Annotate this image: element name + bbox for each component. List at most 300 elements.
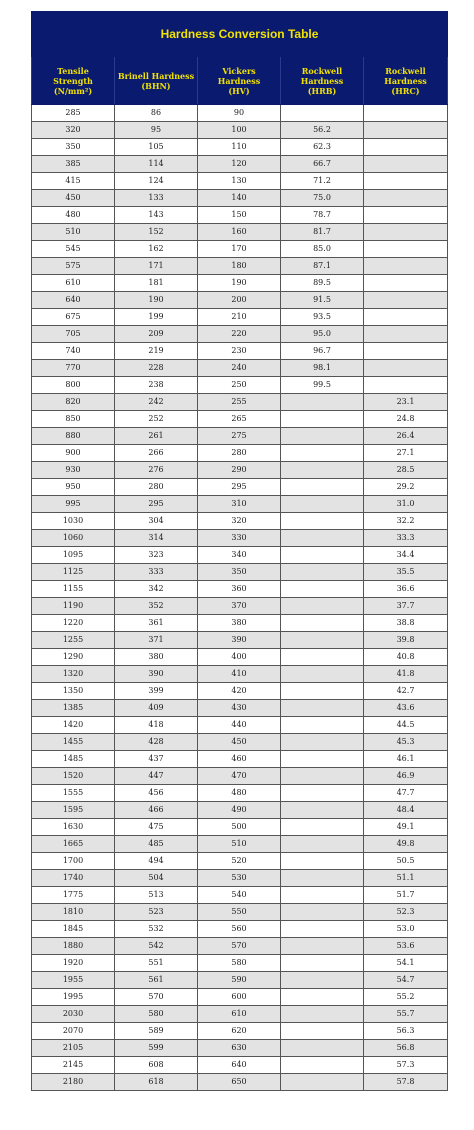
cell-vickers-hardness: 275	[198, 428, 281, 445]
cell-rockwell-hrb	[281, 802, 364, 819]
cell-tensile-strength: 1420	[32, 717, 115, 734]
cell-rockwell-hrc: 23.1	[364, 394, 448, 411]
cell-vickers-hardness: 170	[198, 241, 281, 258]
cell-rockwell-hrb: 96.7	[281, 343, 364, 360]
cell-rockwell-hrb	[281, 462, 364, 479]
cell-vickers-hardness: 600	[198, 989, 281, 1006]
cell-tensile-strength: 900	[32, 445, 115, 462]
cell-brinell-hardness: 618	[115, 1074, 198, 1091]
table-row	[32, 870, 448, 887]
cell-vickers-hardness: 255	[198, 394, 281, 411]
cell-brinell-hardness: 242	[115, 394, 198, 411]
table-row	[32, 921, 448, 938]
cell-tensile-strength: 1995	[32, 989, 115, 1006]
cell-vickers-hardness: 580	[198, 955, 281, 972]
cell-rockwell-hrc: 31.0	[364, 496, 448, 513]
cell-tensile-strength: 850	[32, 411, 115, 428]
cell-vickers-hardness: 460	[198, 751, 281, 768]
cell-rockwell-hrb	[281, 632, 364, 649]
cell-brinell-hardness: 190	[115, 292, 198, 309]
cell-brinell-hardness: 542	[115, 938, 198, 955]
cell-tensile-strength: 1775	[32, 887, 115, 904]
cell-tensile-strength: 1555	[32, 785, 115, 802]
cell-tensile-strength: 575	[32, 258, 115, 275]
table-row	[32, 139, 448, 156]
cell-rockwell-hrb: 56.2	[281, 122, 364, 139]
cell-brinell-hardness: 418	[115, 717, 198, 734]
table-row	[32, 853, 448, 870]
cell-rockwell-hrb	[281, 955, 364, 972]
cell-rockwell-hrc	[364, 258, 448, 275]
cell-tensile-strength: 480	[32, 207, 115, 224]
cell-rockwell-hrc: 37.7	[364, 598, 448, 615]
table-row	[32, 496, 448, 513]
cell-rockwell-hrb	[281, 989, 364, 1006]
table-row	[32, 615, 448, 632]
table-row	[32, 105, 448, 122]
table-row	[32, 445, 448, 462]
cell-vickers-hardness: 550	[198, 904, 281, 921]
column-header-vickers-hardness	[198, 57, 281, 105]
column-header-line: (BHN)	[141, 80, 171, 91]
cell-rockwell-hrb: 95.0	[281, 326, 364, 343]
cell-rockwell-hrc: 56.3	[364, 1023, 448, 1040]
cell-rockwell-hrc: 46.9	[364, 768, 448, 785]
cell-tensile-strength: 1190	[32, 598, 115, 615]
cell-vickers-hardness: 140	[198, 190, 281, 207]
cell-tensile-strength: 2145	[32, 1057, 115, 1074]
cell-tensile-strength: 1155	[32, 581, 115, 598]
table-row	[32, 258, 448, 275]
table-row	[32, 326, 448, 343]
cell-tensile-strength: 1320	[32, 666, 115, 683]
column-header-line: (HRB)	[307, 85, 337, 96]
cell-rockwell-hrc	[364, 275, 448, 292]
table-row	[32, 530, 448, 547]
cell-rockwell-hrc	[364, 360, 448, 377]
cell-tensile-strength: 2070	[32, 1023, 115, 1040]
cell-vickers-hardness: 330	[198, 530, 281, 547]
table-row	[32, 632, 448, 649]
table-row	[32, 717, 448, 734]
cell-rockwell-hrb: 99.5	[281, 377, 364, 394]
cell-rockwell-hrb	[281, 921, 364, 938]
column-header-rockwell-hrc	[364, 57, 448, 105]
cell-tensile-strength: 1030	[32, 513, 115, 530]
cell-rockwell-hrb	[281, 581, 364, 598]
cell-vickers-hardness: 620	[198, 1023, 281, 1040]
hardness-conversion-table	[31, 11, 448, 1091]
cell-tensile-strength: 1455	[32, 734, 115, 751]
cell-brinell-hardness: 162	[115, 241, 198, 258]
cell-brinell-hardness: 447	[115, 768, 198, 785]
cell-brinell-hardness: 361	[115, 615, 198, 632]
cell-rockwell-hrc	[364, 326, 448, 343]
cell-vickers-hardness: 530	[198, 870, 281, 887]
table-title: Hardness Conversion Table	[32, 12, 448, 57]
cell-rockwell-hrc: 43.6	[364, 700, 448, 717]
cell-rockwell-hrc: 46.1	[364, 751, 448, 768]
column-header-line: Vickers Hardness	[217, 65, 261, 86]
column-header-line: (HRC)	[391, 85, 420, 96]
cell-vickers-hardness: 295	[198, 479, 281, 496]
cell-rockwell-hrb	[281, 1006, 364, 1023]
cell-brinell-hardness: 219	[115, 343, 198, 360]
cell-vickers-hardness: 650	[198, 1074, 281, 1091]
cell-rockwell-hrb	[281, 105, 364, 122]
cell-vickers-hardness: 180	[198, 258, 281, 275]
table-row	[32, 887, 448, 904]
cell-brinell-hardness: 209	[115, 326, 198, 343]
cell-rockwell-hrb: 66.7	[281, 156, 364, 173]
cell-rockwell-hrc: 35.5	[364, 564, 448, 581]
cell-brinell-hardness: 437	[115, 751, 198, 768]
table-row	[32, 819, 448, 836]
column-header-line: Strength	[53, 75, 93, 86]
cell-vickers-hardness: 570	[198, 938, 281, 955]
cell-rockwell-hrc: 28.5	[364, 462, 448, 479]
cell-tensile-strength: 1220	[32, 615, 115, 632]
cell-brinell-hardness: 589	[115, 1023, 198, 1040]
cell-brinell-hardness: 475	[115, 819, 198, 836]
cell-vickers-hardness: 560	[198, 921, 281, 938]
cell-rockwell-hrb: 93.5	[281, 309, 364, 326]
cell-brinell-hardness: 333	[115, 564, 198, 581]
cell-vickers-hardness: 160	[198, 224, 281, 241]
cell-rockwell-hrc: 41.8	[364, 666, 448, 683]
cell-rockwell-hrc: 55.7	[364, 1006, 448, 1023]
cell-rockwell-hrc	[364, 377, 448, 394]
cell-tensile-strength: 545	[32, 241, 115, 258]
cell-vickers-hardness: 130	[198, 173, 281, 190]
cell-rockwell-hrc: 48.4	[364, 802, 448, 819]
cell-brinell-hardness: 238	[115, 377, 198, 394]
cell-tensile-strength: 820	[32, 394, 115, 411]
cell-rockwell-hrc: 47.7	[364, 785, 448, 802]
cell-vickers-hardness: 610	[198, 1006, 281, 1023]
cell-vickers-hardness: 380	[198, 615, 281, 632]
cell-tensile-strength: 320	[32, 122, 115, 139]
cell-tensile-strength: 1255	[32, 632, 115, 649]
cell-tensile-strength: 880	[32, 428, 115, 445]
cell-brinell-hardness: 523	[115, 904, 198, 921]
table-row	[32, 836, 448, 853]
cell-tensile-strength: 740	[32, 343, 115, 360]
cell-brinell-hardness: 494	[115, 853, 198, 870]
cell-brinell-hardness: 466	[115, 802, 198, 819]
table-row	[32, 156, 448, 173]
cell-rockwell-hrb	[281, 513, 364, 530]
cell-rockwell-hrb	[281, 785, 364, 802]
cell-brinell-hardness: 371	[115, 632, 198, 649]
cell-brinell-hardness: 252	[115, 411, 198, 428]
cell-rockwell-hrc	[364, 207, 448, 224]
table-row	[32, 241, 448, 258]
cell-rockwell-hrb	[281, 547, 364, 564]
cell-tensile-strength: 1810	[32, 904, 115, 921]
cell-rockwell-hrb	[281, 394, 364, 411]
cell-brinell-hardness: 551	[115, 955, 198, 972]
cell-tensile-strength: 2030	[32, 1006, 115, 1023]
cell-rockwell-hrb: 71.2	[281, 173, 364, 190]
cell-rockwell-hrb	[281, 428, 364, 445]
cell-vickers-hardness: 390	[198, 632, 281, 649]
table-row	[32, 666, 448, 683]
cell-rockwell-hrc	[364, 156, 448, 173]
cell-tensile-strength: 995	[32, 496, 115, 513]
table-row	[32, 411, 448, 428]
cell-tensile-strength: 385	[32, 156, 115, 173]
cell-rockwell-hrc: 49.1	[364, 819, 448, 836]
cell-rockwell-hrb: 78.7	[281, 207, 364, 224]
cell-brinell-hardness: 133	[115, 190, 198, 207]
cell-rockwell-hrc: 52.3	[364, 904, 448, 921]
cell-brinell-hardness: 352	[115, 598, 198, 615]
cell-rockwell-hrc: 55.2	[364, 989, 448, 1006]
table-row	[32, 734, 448, 751]
cell-brinell-hardness: 143	[115, 207, 198, 224]
cell-rockwell-hrb	[281, 666, 364, 683]
cell-brinell-hardness: 599	[115, 1040, 198, 1057]
cell-vickers-hardness: 210	[198, 309, 281, 326]
table-row	[32, 785, 448, 802]
cell-vickers-hardness: 240	[198, 360, 281, 377]
cell-rockwell-hrb	[281, 836, 364, 853]
cell-vickers-hardness: 230	[198, 343, 281, 360]
cell-brinell-hardness: 342	[115, 581, 198, 598]
cell-tensile-strength: 1880	[32, 938, 115, 955]
cell-vickers-hardness: 370	[198, 598, 281, 615]
table-row	[32, 377, 448, 394]
column-header-line: Rockwell Hardness	[384, 65, 427, 86]
table-row	[32, 360, 448, 377]
cell-vickers-hardness: 190	[198, 275, 281, 292]
cell-vickers-hardness: 310	[198, 496, 281, 513]
cell-rockwell-hrc: 44.5	[364, 717, 448, 734]
cell-brinell-hardness: 105	[115, 139, 198, 156]
cell-rockwell-hrc: 54.1	[364, 955, 448, 972]
table-row	[32, 802, 448, 819]
cell-rockwell-hrb: 91.5	[281, 292, 364, 309]
cell-vickers-hardness: 250	[198, 377, 281, 394]
cell-vickers-hardness: 500	[198, 819, 281, 836]
cell-tensile-strength: 930	[32, 462, 115, 479]
cell-brinell-hardness: 314	[115, 530, 198, 547]
cell-tensile-strength: 1350	[32, 683, 115, 700]
cell-rockwell-hrc: 27.1	[364, 445, 448, 462]
cell-rockwell-hrc: 49.8	[364, 836, 448, 853]
cell-tensile-strength: 610	[32, 275, 115, 292]
cell-rockwell-hrb	[281, 615, 364, 632]
cell-vickers-hardness: 640	[198, 1057, 281, 1074]
cell-vickers-hardness: 90	[198, 105, 281, 122]
column-header-rockwell-hrb	[281, 57, 364, 105]
table-row	[32, 292, 448, 309]
cell-rockwell-hrc: 34.4	[364, 547, 448, 564]
cell-tensile-strength: 1920	[32, 955, 115, 972]
cell-brinell-hardness: 276	[115, 462, 198, 479]
cell-rockwell-hrc: 53.0	[364, 921, 448, 938]
cell-tensile-strength: 415	[32, 173, 115, 190]
cell-brinell-hardness: 86	[115, 105, 198, 122]
table-row	[32, 1006, 448, 1023]
cell-tensile-strength: 1665	[32, 836, 115, 853]
cell-rockwell-hrb	[281, 598, 364, 615]
cell-brinell-hardness: 266	[115, 445, 198, 462]
cell-tensile-strength: 705	[32, 326, 115, 343]
cell-rockwell-hrc: 57.3	[364, 1057, 448, 1074]
column-header-line: Tensile	[57, 65, 89, 76]
table-row	[32, 683, 448, 700]
cell-tensile-strength: 675	[32, 309, 115, 326]
table-row	[32, 649, 448, 666]
cell-tensile-strength: 1385	[32, 700, 115, 717]
cell-vickers-hardness: 410	[198, 666, 281, 683]
cell-rockwell-hrb	[281, 1040, 364, 1057]
cell-vickers-hardness: 400	[198, 649, 281, 666]
table-row	[32, 394, 448, 411]
cell-tensile-strength: 1520	[32, 768, 115, 785]
cell-rockwell-hrc: 38.8	[364, 615, 448, 632]
table-row	[32, 564, 448, 581]
cell-vickers-hardness: 280	[198, 445, 281, 462]
cell-rockwell-hrc: 36.6	[364, 581, 448, 598]
cell-vickers-hardness: 630	[198, 1040, 281, 1057]
cell-vickers-hardness: 220	[198, 326, 281, 343]
cell-rockwell-hrb: 85.0	[281, 241, 364, 258]
cell-tensile-strength: 1700	[32, 853, 115, 870]
cell-rockwell-hrb	[281, 734, 364, 751]
cell-vickers-hardness: 100	[198, 122, 281, 139]
cell-brinell-hardness: 171	[115, 258, 198, 275]
cell-rockwell-hrb	[281, 411, 364, 428]
cell-rockwell-hrb	[281, 1023, 364, 1040]
cell-vickers-hardness: 490	[198, 802, 281, 819]
cell-rockwell-hrb	[281, 1074, 364, 1091]
cell-rockwell-hrb	[281, 496, 364, 513]
column-header-line: Rockwell	[301, 65, 343, 76]
column-header-tensile-strength	[32, 57, 115, 105]
table-row	[32, 275, 448, 292]
cell-rockwell-hrb	[281, 819, 364, 836]
cell-vickers-hardness: 360	[198, 581, 281, 598]
cell-brinell-hardness: 228	[115, 360, 198, 377]
cell-rockwell-hrb	[281, 717, 364, 734]
cell-rockwell-hrb: 98.1	[281, 360, 364, 377]
cell-rockwell-hrc	[364, 190, 448, 207]
table-row	[32, 1040, 448, 1057]
table-row	[32, 581, 448, 598]
cell-tensile-strength: 285	[32, 105, 115, 122]
column-header-line: (HV)	[228, 85, 250, 96]
cell-rockwell-hrb	[281, 768, 364, 785]
cell-rockwell-hrb	[281, 904, 364, 921]
cell-rockwell-hrc: 33.3	[364, 530, 448, 547]
cell-rockwell-hrc	[364, 173, 448, 190]
cell-vickers-hardness: 150	[198, 207, 281, 224]
cell-vickers-hardness: 520	[198, 853, 281, 870]
cell-rockwell-hrb: 75.0	[281, 190, 364, 207]
cell-rockwell-hrb	[281, 479, 364, 496]
cell-rockwell-hrb	[281, 751, 364, 768]
cell-rockwell-hrc: 51.1	[364, 870, 448, 887]
cell-vickers-hardness: 420	[198, 683, 281, 700]
cell-rockwell-hrb: 87.1	[281, 258, 364, 275]
cell-brinell-hardness: 513	[115, 887, 198, 904]
cell-tensile-strength: 1095	[32, 547, 115, 564]
cell-rockwell-hrb	[281, 649, 364, 666]
cell-brinell-hardness: 295	[115, 496, 198, 513]
table-row	[32, 462, 448, 479]
table-row	[32, 1023, 448, 1040]
cell-rockwell-hrc	[364, 105, 448, 122]
cell-brinell-hardness: 323	[115, 547, 198, 564]
cell-tensile-strength: 2180	[32, 1074, 115, 1091]
cell-brinell-hardness: 304	[115, 513, 198, 530]
cell-rockwell-hrc: 26.4	[364, 428, 448, 445]
table-row	[32, 938, 448, 955]
cell-brinell-hardness: 124	[115, 173, 198, 190]
cell-tensile-strength: 640	[32, 292, 115, 309]
cell-rockwell-hrc: 40.8	[364, 649, 448, 666]
table-row	[32, 428, 448, 445]
table-row	[32, 700, 448, 717]
cell-rockwell-hrc	[364, 122, 448, 139]
cell-brinell-hardness: 399	[115, 683, 198, 700]
title-row	[32, 12, 448, 57]
cell-brinell-hardness: 181	[115, 275, 198, 292]
cell-brinell-hardness: 114	[115, 156, 198, 173]
table-row	[32, 173, 448, 190]
cell-rockwell-hrb	[281, 853, 364, 870]
cell-tensile-strength: 1125	[32, 564, 115, 581]
cell-tensile-strength: 1630	[32, 819, 115, 836]
cell-rockwell-hrb	[281, 700, 364, 717]
cell-rockwell-hrb: 81.7	[281, 224, 364, 241]
cell-rockwell-hrb	[281, 972, 364, 989]
cell-brinell-hardness: 409	[115, 700, 198, 717]
table-row	[32, 989, 448, 1006]
table-row	[32, 513, 448, 530]
cell-brinell-hardness: 561	[115, 972, 198, 989]
cell-rockwell-hrc	[364, 343, 448, 360]
cell-tensile-strength: 350	[32, 139, 115, 156]
cell-tensile-strength: 1955	[32, 972, 115, 989]
cell-vickers-hardness: 430	[198, 700, 281, 717]
cell-vickers-hardness: 450	[198, 734, 281, 751]
cell-brinell-hardness: 532	[115, 921, 198, 938]
cell-rockwell-hrc	[364, 241, 448, 258]
column-header-line: Brinell Hardness	[117, 70, 195, 81]
hardness-table-container	[31, 11, 447, 1091]
cell-brinell-hardness: 280	[115, 479, 198, 496]
cell-tensile-strength: 510	[32, 224, 115, 241]
cell-rockwell-hrb	[281, 870, 364, 887]
cell-brinell-hardness: 504	[115, 870, 198, 887]
cell-rockwell-hrb	[281, 1057, 364, 1074]
cell-rockwell-hrc: 39.8	[364, 632, 448, 649]
cell-rockwell-hrb: 89.5	[281, 275, 364, 292]
cell-vickers-hardness: 590	[198, 972, 281, 989]
cell-rockwell-hrc: 42.7	[364, 683, 448, 700]
cell-rockwell-hrc: 57.8	[364, 1074, 448, 1091]
cell-tensile-strength: 1485	[32, 751, 115, 768]
column-header-row	[32, 57, 448, 105]
cell-tensile-strength: 800	[32, 377, 115, 394]
cell-tensile-strength: 770	[32, 360, 115, 377]
cell-rockwell-hrb: 62.3	[281, 139, 364, 156]
table-row	[32, 1074, 448, 1091]
